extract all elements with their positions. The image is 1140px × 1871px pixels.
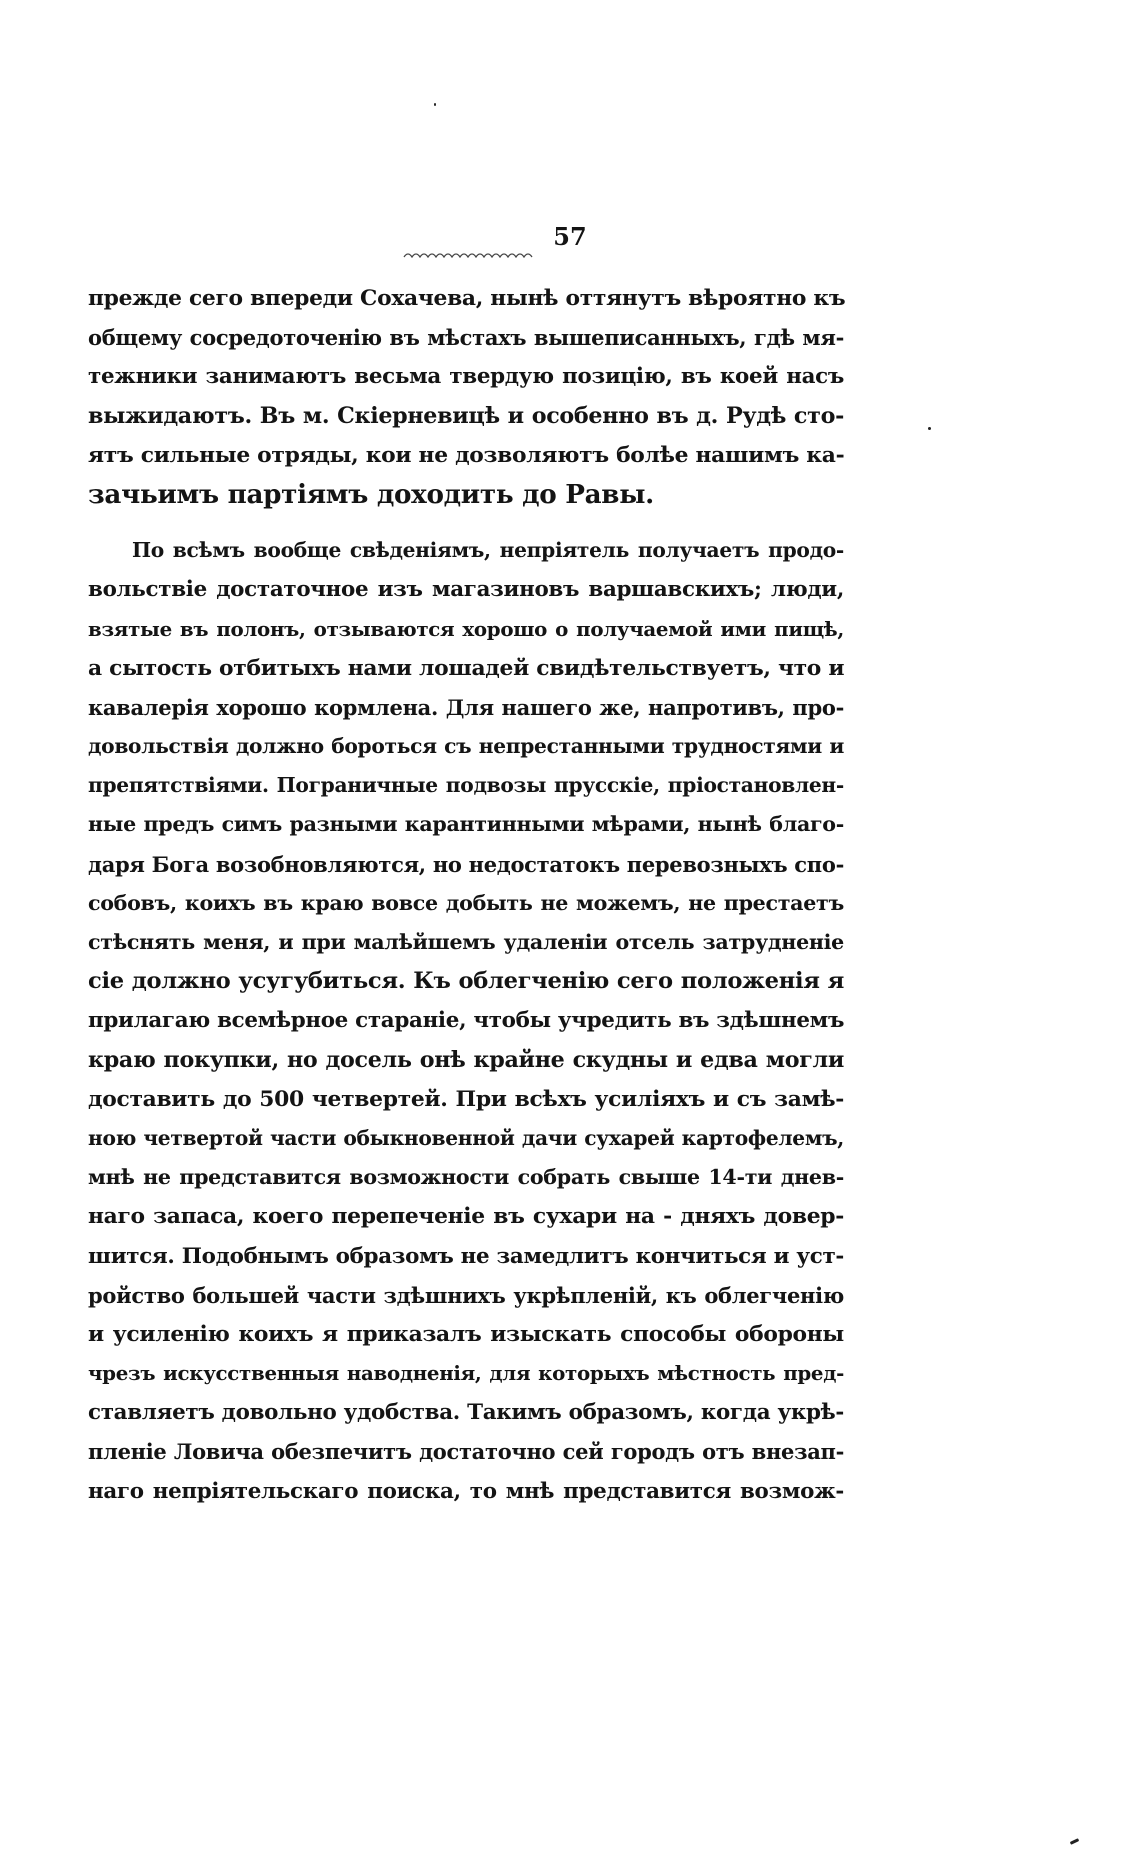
text-line: ные предъ симъ разными карантинными мѣрами, нынѣ благо- [88,812,844,837]
text-line: ставляетъ довольно удобства. Такимъ образомъ, когда укрѣ- [88,1400,844,1426]
ornament-divider [400,248,540,262]
text-line: а сытость отбитыхъ нами лошадей свидѣтельствуетъ, что и [88,655,845,681]
text-line: тежники занимаютъ весьма твердую позицiю, въ коей насъ [88,364,844,390]
text-line: выжидаютъ. Въ м. Скiерневицѣ и особенно въ д. Рудѣ сто- [88,402,844,429]
page-text [88,279,844,1511]
text-line: стѣснять меня, и при малѣйшемъ удаленiи отсель затрудненiе [88,930,844,954]
text-line: По всѣмъ вообще свѣденiямъ, непрiятель получаетъ продо- [132,538,844,563]
text-line: ройство большей части здѣшнихъ укрѣпленiй, къ облегченiю [88,1282,844,1308]
text-line: чрезъ искусственныя наводненiя, для которыхъ мѣстность пред- [88,1361,844,1386]
text-line: прежде сего впереди Сохачева, нынѣ оттянутъ вѣроятно къ [88,286,846,311]
text-line: шится. Подобнымъ образомъ не замедлитъ кончиться и уст- [88,1243,844,1269]
text-line: прилагаю всемѣрное старанiе, чтобы учредить въ здѣшнемъ [88,1008,845,1034]
text-line: ною четвертой части обыкновенной дачи сухарей картофелемъ, [88,1125,844,1150]
scan-speck [1070,1838,1079,1845]
page-number: 57 [553,222,587,251]
text-line: пленiе Ловича обезпечитъ достаточно сей городъ отъ внезап- [88,1439,844,1465]
paragraph [88,531,844,1511]
text-line: мнѣ не представится возможности собрать свыше 14-ти днев- [88,1165,844,1190]
paragraph [88,279,844,514]
text-line: наго запаса, коего перепеченiе въ сухари на - дняхъ довер- [88,1204,844,1230]
text-line: общему сосредоточенiю въ мѣстахъ вышеписанныхъ, гдѣ мя- [88,325,844,351]
text-line: краю покупки, но досель онѣ крайне скудны и едва могли [88,1046,844,1073]
text-line: зачьимъ партiямъ доходить до Равы. [88,478,654,510]
text-line: собовъ, коихъ въ краю вовсе добыть не можемъ, не престаетъ [88,890,844,915]
text-line: препятствiями. Пограничные подвозы прусскiе, прiостановлен- [88,773,844,798]
text-line: наго непрiятельскаго поиска, то мнѣ представится возмож- [88,1478,844,1504]
text-line: взятые въ полонъ, отзываются хорошо о получаемой ими пищѣ, [88,616,844,641]
scan-speck [928,427,931,430]
text-line: доставить до 500 четвертей. При всѣхъ усилiяхъ и съ замѣ- [88,1086,844,1112]
text-line: довольствiя должно бороться съ непрестанными трудностями и [88,734,844,759]
text-line: ятъ сильные отряды, кои не дозволяютъ болѣе нашимъ ка- [88,442,845,468]
text-line: сiе должно усугубиться. Къ облегченiю сего положенiя я [88,968,844,995]
text-line: вольствiе достаточное изъ магазиновъ варшавскихъ; люди, [88,577,844,603]
scan-speck [434,103,436,106]
text-line: даря Бога возобновляются, но недостатокъ перевозныхъ спо- [88,851,844,877]
text-line: и усиленiю коихъ я приказалъ изыскать способы обороны [88,1321,844,1347]
text-line: кавалерiя хорошо кормлена. Для нашего же, напротивъ, про- [88,694,844,720]
